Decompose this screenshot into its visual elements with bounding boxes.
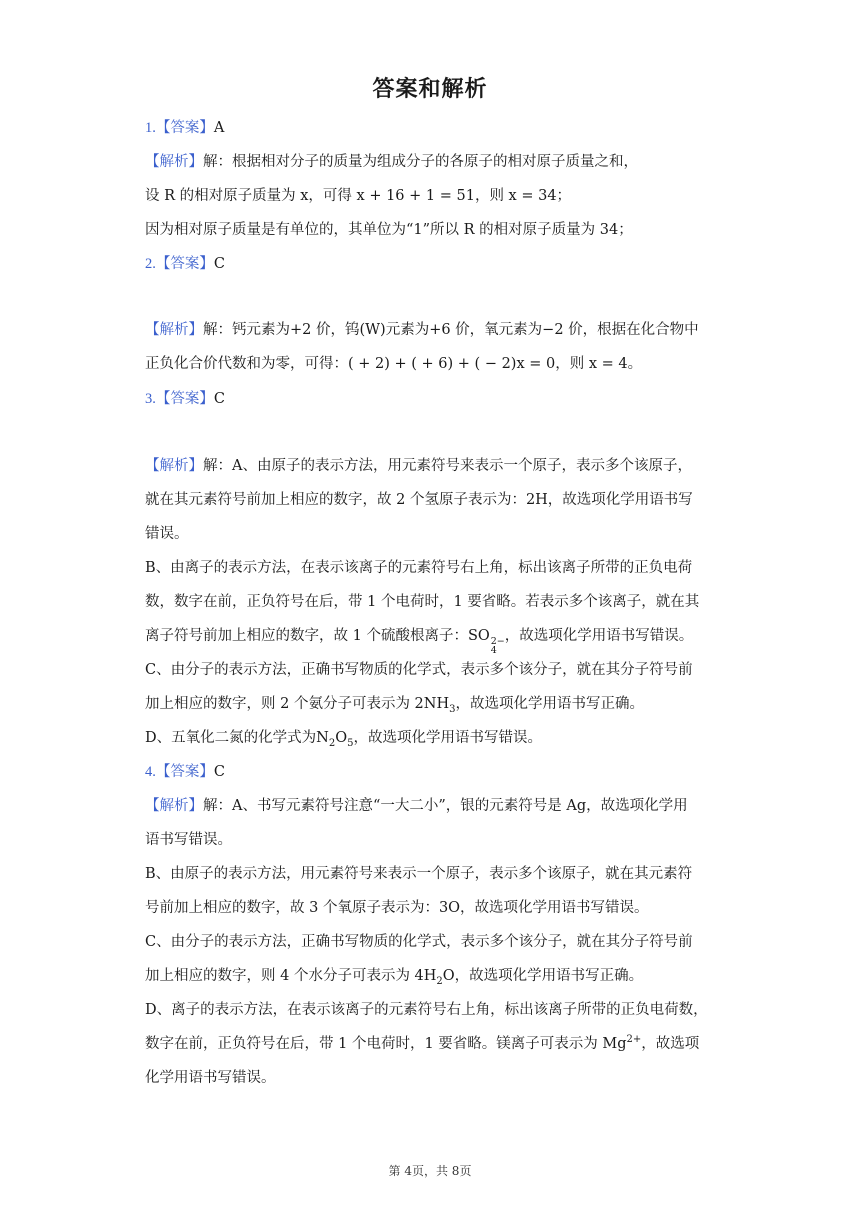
q1-analysis-line-1 — [145, 152, 725, 172]
q4-analysis-line-5: C、由分子的表示方法，正确书写物质的化学式，表示多个该分子，就在其分子符号前 — [145, 934, 693, 950]
n2o5-subscript-2: 5 — [347, 737, 354, 749]
q1-number: 1. — [145, 120, 156, 136]
magnesium-superscript: 2+ — [626, 1034, 642, 1046]
q2-analysis-line-2: 正负化合价代数和为零，可得：( + 2) + ( + 6) + ( − 2)x = 0，则 x = 4。 — [145, 356, 643, 372]
analysis-label: 【解析】 — [145, 798, 203, 814]
ammonia-subscript: 3 — [449, 703, 456, 715]
sulfate-superscript: 2− — [490, 636, 505, 647]
q4-analysis-line-6 — [145, 966, 725, 986]
q4-text-1: 解：A、书写元素符号注意“一大二小”，银的元素符号是 Ag，故选项化学用 — [203, 798, 688, 814]
q1-text-1: 解：根据相对分子的质量为组成分子的各原子的相对原子质量之和， — [203, 154, 638, 170]
q2-analysis-line-1 — [145, 320, 725, 340]
q3-analysis-line-8 — [145, 694, 725, 714]
q4-analysis-line-9: 化学用语书写错误。 — [145, 1070, 276, 1086]
q1-analysis-line-2: 设 R 的相对原子质量为 x，可得 x + 16 + 1 = 51，则 x = 34； — [145, 188, 572, 204]
sulfate-subscript: 4 — [490, 645, 497, 656]
q3-text-6a: 离子符号前加上相应的数字，故 1 个硫酸根离子：SO — [145, 628, 490, 644]
q3-answer: C — [213, 391, 225, 407]
q1-analysis-line-3: 因为相对原子质量是有单位的，其单位为“1”所以 R 的相对原子质量为 34； — [145, 222, 633, 238]
q4-analysis-line-7: D、离子的表示方法，在表示该离子的元素符号右上角，标出该离子所带的正负电荷数， — [145, 1002, 708, 1018]
q2-answer-line — [145, 254, 725, 274]
q1-answer: A — [213, 120, 225, 136]
q3-text-1: 解：A、由原子的表示方法，用元素符号来表示一个原子，表示多个该原子， — [203, 458, 692, 474]
answer-label: 【答案】 — [155, 764, 214, 780]
q3-analysis-line-9 — [145, 728, 725, 748]
q3-text-6b: ，故选项化学用语书写错误。 — [504, 628, 694, 644]
analysis-label: 【解析】 — [145, 322, 203, 338]
q3-answer-line — [145, 389, 725, 409]
page-title: 答案和解析 — [372, 77, 488, 102]
q3-analysis-line-6 — [145, 626, 725, 655]
analysis-label: 【解析】 — [145, 458, 203, 474]
q1-answer-line — [145, 118, 725, 138]
q4-answer: C — [213, 764, 225, 780]
q3-analysis-line-7: C、由分子的表示方法，正确书写物质的化学式，表示多个该分子，就在其分子符号前 — [145, 662, 693, 678]
water-subscript: 2 — [436, 975, 443, 987]
q3-number: 3. — [145, 391, 156, 407]
q4-analysis-line-8 — [145, 1034, 725, 1054]
answer-label: 【答案】 — [155, 120, 214, 136]
q2-text-1: 解：钙元素为+2 价，钨(W)元素为+6 价，氧元素为−2 价，根据在化合物中 — [203, 322, 699, 338]
q4-text-8a: 数字在前，正负符号在后，带 1 个电荷时，1 要省略。镁离子可表示为 Mg — [145, 1036, 627, 1052]
answer-label: 【答案】 — [155, 256, 214, 272]
q4-analysis-line-1 — [145, 796, 725, 816]
q3-analysis-line-1 — [145, 456, 725, 476]
q4-analysis-line-2: 语书写错误。 — [145, 832, 232, 848]
q4-answer-line — [145, 762, 725, 782]
answer-label: 【答案】 — [155, 391, 214, 407]
page-footer: 第 4页，共 8页 — [388, 1164, 472, 1178]
q3-text-9mid: O — [335, 730, 348, 746]
q3-text-9a: D、五氧化二氮的化学式为N — [145, 730, 329, 746]
analysis-label: 【解析】 — [145, 154, 203, 170]
q4-analysis-line-3: B、由原子的表示方法，用元素符号来表示一个原子，表示多个该原子，就在其元素符 — [145, 866, 693, 882]
n2o5-subscript-1: 2 — [328, 737, 336, 749]
q3-text-9b: ，故选项化学用语书写错误。 — [353, 730, 542, 746]
sulfate-charge — [491, 637, 505, 655]
q2-number: 2. — [145, 256, 156, 272]
q4-text-6b: O，故选项化学用语书写正确。 — [442, 968, 644, 984]
q3-text-8a: 加上相应的数字，则 2 个氨分子可表示为 2NH — [145, 696, 450, 712]
q4-analysis-line-4: 号前加上相应的数字，故 3 个氧原子表示为：3O，故选项化学用语书写错误。 — [145, 900, 649, 916]
q3-analysis-line-3: 错误。 — [145, 526, 189, 542]
q4-text-6a: 加上相应的数字，则 4 个水分子可表示为 4H — [145, 968, 437, 984]
q3-analysis-line-2: 就在其元素符号前加上相应的数字，故 2 个氢原子表示为：2H，故选项化学用语书写 — [145, 492, 693, 508]
q3-text-8b: ，故选项化学用语书写正确。 — [455, 696, 644, 712]
q4-number: 4. — [145, 764, 156, 780]
q2-answer: C — [213, 256, 225, 272]
q4-text-8b: ，故选项 — [641, 1036, 700, 1052]
q3-analysis-line-4: B、由离子的表示方法，在表示该离子的元素符号右上角，标出该离子所带的正负电荷 — [145, 560, 693, 576]
q3-analysis-line-5: 数，数字在前，正负符号在后，带 1 个电荷时，1 要省略。若表示多个该离子，就在其 — [145, 594, 700, 610]
